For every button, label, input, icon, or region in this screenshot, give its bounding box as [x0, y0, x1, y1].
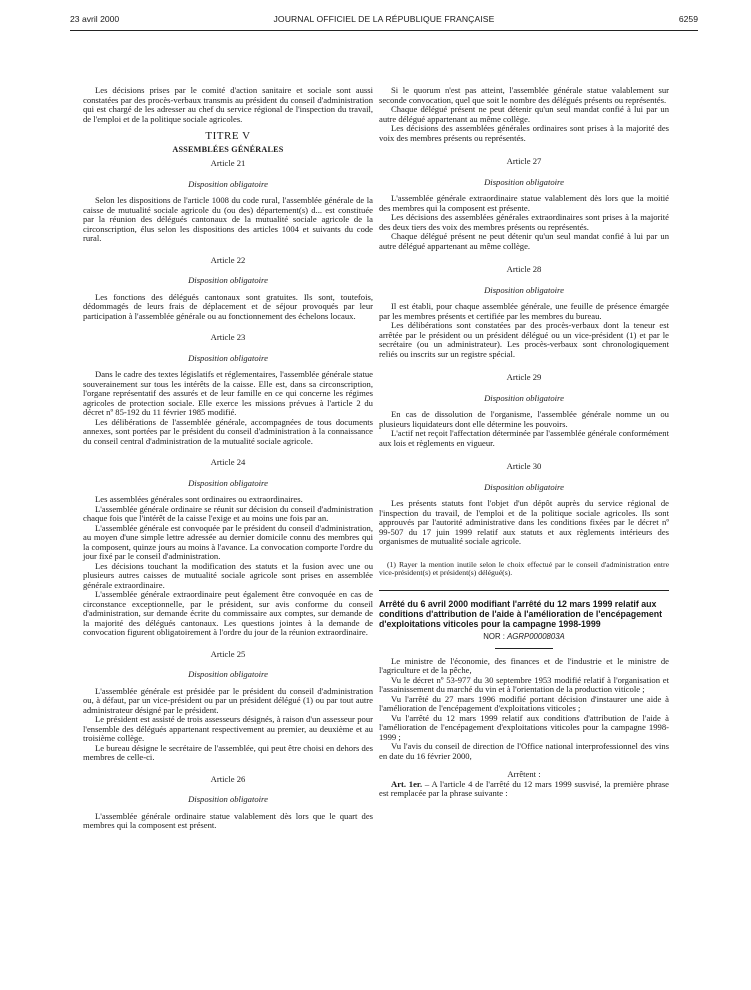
nor-code: AGRP0000803A — [507, 632, 565, 642]
article-heading: Article 22 — [210, 254, 246, 265]
article-paragraph: Le président est assisté de trois assesseurs désignés, à raison d'un assesseur pour l'ensemble des délégués appartenant respectivement au premier, au deuxième et au troisième collège. — [83, 714, 373, 743]
article-paragraph: Selon les dispositions de l'article 1008 du code rural, l'assemblée générale de la caisse de mutualité sociale agricole du (ou des) département(s) d... est constituée par la réunion des délégués cantonaux de la mutualité sociale agricole de la circonscription, élus selon les dispositions des articles 1004 et suivants du code rural. — [83, 195, 373, 243]
footnote — [379, 561, 669, 579]
nor-reference — [379, 632, 669, 642]
arrete-separator — [379, 590, 669, 591]
article-paragraph: L'assemblée générale est présidée par le président du conseil d'administration ou, à défaut, par un vice-président ou par un président délégué (1) ou par tout autre administrateur désigné par le président. — [83, 685, 373, 715]
article-paragraph: L'assemblée générale ordinaire se réunit sur décision du conseil d'administration chaque fois que l'intérêt de la caisse l'exige et au moins une fois par an. — [83, 503, 373, 523]
arrete-paragraph: Vu le décret nº 53-977 du 30 septembre 1953 modifié relatif à l'organisation et l'assainissement du marché du vin et à l'orientation de la production viticole ; — [379, 674, 669, 695]
disposition-label: Disposition obligatoire — [188, 669, 268, 679]
article-heading: Article 29 — [506, 372, 542, 382]
article-paragraph: Dans le cadre des textes législatifs et réglementaires, l'assemblée générale statue souverainement sur tous les intérêts de la caisse. Elle est, dans sa circonscription, l'organe représentatif des assurés et de leur famille en ce qui concerne les régimes agricoles de protection sociale. Elle exerce les missions prévues à l'article 2 du décret nº 85-192 du 11 février 1985 modifié. — [83, 369, 373, 417]
article-heading: Article 25 — [210, 648, 246, 659]
disposition-label: Disposition obligatoire — [484, 284, 564, 295]
article-1-paragraph — [379, 780, 669, 799]
article-paragraph: Les assemblées générales sont ordinaires ou extraordinaires. — [95, 494, 303, 504]
arrete-paragraph: Vu l'arrêté du 12 mars 1999 relatif aux conditions d'attribution de l'aide à l'amélioration de l'encépagement d'exploitations viticoles pour la campagne 1998-1999 ; — [379, 712, 669, 742]
arrete-paragraph: Vu l'arrêté du 27 mars 1996 modifié portant décision d'instaurer une aide à l'amélioration de l'encépagement d'exploitations viticoles ; — [379, 693, 669, 714]
issue-date: 23 avril 2000 — [70, 14, 120, 24]
journal-title: JOURNAL OFFICIEL DE LA RÉPUBLIQUE FRANÇAISE — [273, 14, 495, 24]
disposition-label: Disposition obligatoire — [188, 178, 268, 189]
disposition-label: Disposition obligatoire — [484, 481, 564, 492]
nor-label: NOR : — [483, 632, 505, 642]
disposition-label: Disposition obligatoire — [484, 176, 564, 187]
article-heading: Article 24 — [210, 457, 246, 467]
article-1-label: Art. 1er. — [391, 778, 423, 789]
article-paragraph: En cas de dissolution de l'organisme, l'assemblée générale nomme un ou plusieurs liquidateurs dont elle détermine les pouvoirs. — [379, 409, 669, 429]
article-heading: Article 26 — [210, 773, 246, 784]
page-header — [70, 14, 698, 28]
page-number: 6259 — [678, 14, 698, 24]
article-heading: Article 21 — [210, 158, 246, 168]
article-paragraph: Les délibérations de l'assemblée générale, accompagnées de tous documents annexes, sont portées par le président du conseil d'administration à la connaissance du conseil central d'administration de la mutualité sociale agricole. — [83, 416, 373, 446]
arrete-title: Arrêté du 6 avril 2000 modifiant l'arrêté du 12 mars 1999 relatif aux conditions d'attribution de l'aide à l'amélioration de l'encépagement d'exploitations viticoles pour la campagne 1998-1999 — [379, 599, 663, 630]
article-heading: Article 28 — [506, 264, 542, 274]
article-paragraph: Le bureau désigne le secrétaire de l'assemblée, qui peut être choisi en dehors des membres de celle-ci. — [83, 742, 373, 762]
disposition-label: Disposition obligatoire — [188, 275, 268, 285]
article-paragraph: L'assemblée générale ordinaire statue valablement dès lors que le quart des membres qui la composent est présent. — [83, 810, 373, 830]
article-paragraph: Les présents statuts font l'objet d'un dépôt auprès du service régional de l'inspection du travail, de l'emploi et de la politique sociale agricoles. Ils sont approuvés par l'autorité administrative dans les conditions fixées par le décret nº 99-507 du 17 juin 1999 relatif aux statuts et aux règlements intérieurs des organismes de mutualité sociale agricole. — [379, 498, 669, 546]
article-paragraph: L'assemblée générale extraordinaire statue valablement dès lors que la moitié des membres qui la composent est présente. — [379, 193, 669, 213]
article-heading: Article 23 — [210, 332, 246, 342]
intro-paragraph: Les décisions prises par le comité d'action sanitaire et sociale sont aussi constatées par des procès-verbaux transmis au président du conseil d'administration qui est chargé de les adresser au chef du service régional de l'inspection du travail, de l'emploi et de la politique sociale agricoles. — [83, 85, 373, 124]
disposition-label: Disposition obligatoire — [188, 352, 268, 363]
disposition-label: Disposition obligatoire — [188, 477, 268, 488]
section-heading: ASSEMBLÉES GÉNÉRALES — [172, 144, 284, 154]
article-paragraph: Les décisions des assemblées générales ordinaires sont prises à la majorité des voix des membres présents ou représentés. — [379, 123, 669, 143]
article-paragraph: Les fonctions des délégués cantonaux sont gratuites. Ils sont, toutefois, dédommagés de leurs frais de déplacement et de séjour provoqués par leur participation à l'assemblée générale ou au fonctionnement des échelons locaux. — [83, 291, 373, 321]
article-paragraph: Il est établi, pour chaque assemblée générale, une feuille de présence émargée par les membres présents et certifiée par les membres du bureau. — [379, 301, 669, 321]
article-heading: Article 27 — [506, 156, 542, 166]
article-1-text: – A l'article 4 de l'arrêté du 12 mars 1999 susvisé, la première phrase est remplacée par la phrase suivante : — [379, 778, 669, 799]
header-rule — [70, 30, 698, 31]
arrete-paragraph: Vu l'avis du conseil de direction de l'Office national interprofessionnel des vins en date du 16 février 2000, — [379, 741, 669, 761]
article-paragraph: Les décisions des assemblées générales extraordinaires sont prises à la majorité des deux tiers des voix des membres présents ou représentés. — [379, 212, 669, 232]
arrete-paragraph: Le ministre de l'économie, des finances et de l'industrie et le ministre de l'agriculture et de la pêche, — [379, 655, 669, 676]
disposition-label: Disposition obligatoire — [484, 392, 564, 403]
article-paragraph: L'assemblée générale extraordinaire peut également être convoquée en cas de circonstance exceptionnelle, par le président, sur avis conforme du conseil d'administration, sur demande écrite du commissaire aux comptes, sur demande de la majorité des délégués cantonaux. Les questions jointes à la demande de convocation figurent obligatoirement à l'ordre du jour de la réunion extraordinaire. — [83, 589, 373, 637]
article-paragraph: L'actif net reçoit l'affectation déterminée par l'assemblée générale conformément aux lois et règlements en vigueur. — [379, 428, 669, 448]
left-column — [83, 86, 373, 831]
disposition-label: Disposition obligatoire — [188, 794, 268, 804]
article-paragraph: Chaque délégué présent ne peut détenir qu'un seul mandat confié à lui par un autre délégué appartenant au même collège. — [379, 104, 669, 124]
footnote-text: (1) Rayer la mention inutile selon le choix effectué par le conseil d'administration entre vice-président(s) et président(s) délégué(s). — [379, 559, 669, 578]
article-paragraph: Les décisions touchant la modification des statuts et la fusion avec une ou plusieurs autres caisses de mutualité sociale agricole sont prises en assemblée générale extraordinaire. — [83, 560, 373, 590]
right-column — [379, 86, 669, 799]
titre-heading: TITRE V — [205, 130, 251, 142]
article-paragraph: Chaque délégué présent ne peut détenir qu'un seul mandat confié à lui par un autre délégué appartenant au même collège. — [379, 231, 669, 251]
arretent-label: Arrêtent : — [507, 769, 541, 780]
nor-rule — [495, 648, 553, 649]
article-paragraph: Les délibérations sont constatées par des procès-verbaux dont la teneur est arrêtée par le président ou un président délégué ou un vice-président (1) et par le secrétaire (ou un administrateur). Les procès-verbaux sont chronologiquement reliés ou inscrits sur un registre spécial. — [379, 320, 669, 359]
article-heading: Article 30 — [506, 461, 542, 471]
article-paragraph: Si le quorum n'est pas atteint, l'assemblée générale statue valablement sur seconde convocation, quel que soit le nombre des délégués présents ou représentés. — [379, 85, 669, 105]
article-paragraph: L'assemblée générale est convoquée par le président du conseil d'administration, au moyen d'une simple lettre adressée au dernier domicile connu des membres qui la composent, quinze jours au moins à l'avance. La convocation comporte l'ordre du jour fixé par le conseil d'administration. — [83, 522, 373, 561]
